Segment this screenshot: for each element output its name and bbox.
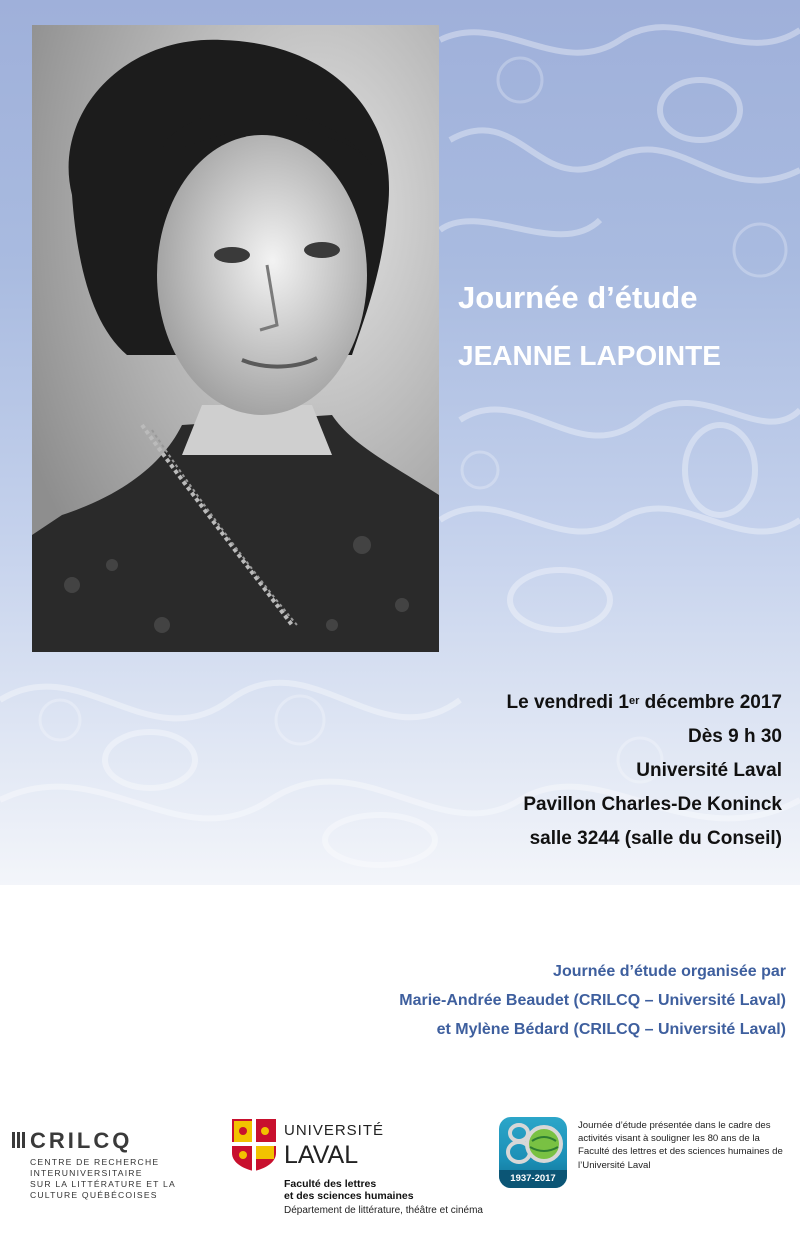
faculty-line-2: et des sciences humaines xyxy=(284,1190,414,1202)
department: Département de littérature, théâtre et cinéma xyxy=(284,1205,483,1216)
event-subject: JEANNE LAPOINTE xyxy=(458,340,721,371)
crilcq-mark-icon xyxy=(12,1130,28,1150)
crest-icon xyxy=(232,1119,276,1171)
ul-line-2: LAVAL xyxy=(284,1141,359,1169)
anniversary-note: Journée d’étude présentée dans le cadre des activités visant à souligner les 80 ans de la Faculté des lettres et des sciences humaines de l’Université Laval xyxy=(578,1120,783,1171)
organizers-intro: Journée d’étude organisée par xyxy=(553,963,786,980)
portrait-photo xyxy=(32,25,439,652)
anniversary-badge xyxy=(499,1117,567,1188)
organizer-1: Marie-Andrée Beaudet (CRILCQ – Université Laval) xyxy=(399,992,786,1009)
organizer-2: et Mylène Bédard (CRILCQ – Université Laval) xyxy=(436,1021,786,1038)
eighty-icon xyxy=(499,1121,567,1167)
event-details xyxy=(507,686,783,856)
crilcq-sub-2: INTERUNIVERSITAIRE xyxy=(30,1168,143,1178)
event-title: Journée d’étude xyxy=(458,280,698,315)
crilcq-name: CRILCQ xyxy=(30,1128,133,1153)
faculty-line-1: Faculté des lettres xyxy=(284,1178,377,1190)
crilcq-logo xyxy=(12,1128,182,1201)
organizers xyxy=(399,957,786,1044)
crilcq-sub-1: CENTRE DE RECHERCHE xyxy=(30,1157,160,1167)
event-venue: Université Laval xyxy=(636,760,782,781)
ul-line-1: UNIVERSITÉ xyxy=(284,1122,385,1139)
event-building: Pavillon Charles-De Koninck xyxy=(523,794,782,815)
crilcq-sub-3: SUR LA LITTÉRATURE ET LA xyxy=(30,1179,176,1189)
event-date: Le vendredi 1er décembre 2017 xyxy=(506,692,782,713)
crilcq-sub-4: CULTURE QUÉBÉCOISES xyxy=(30,1190,158,1200)
badge-years: 1937-2017 xyxy=(499,1170,567,1188)
event-room: salle 3244 (salle du Conseil) xyxy=(529,828,782,849)
event-time: Dès 9 h 30 xyxy=(688,726,782,747)
